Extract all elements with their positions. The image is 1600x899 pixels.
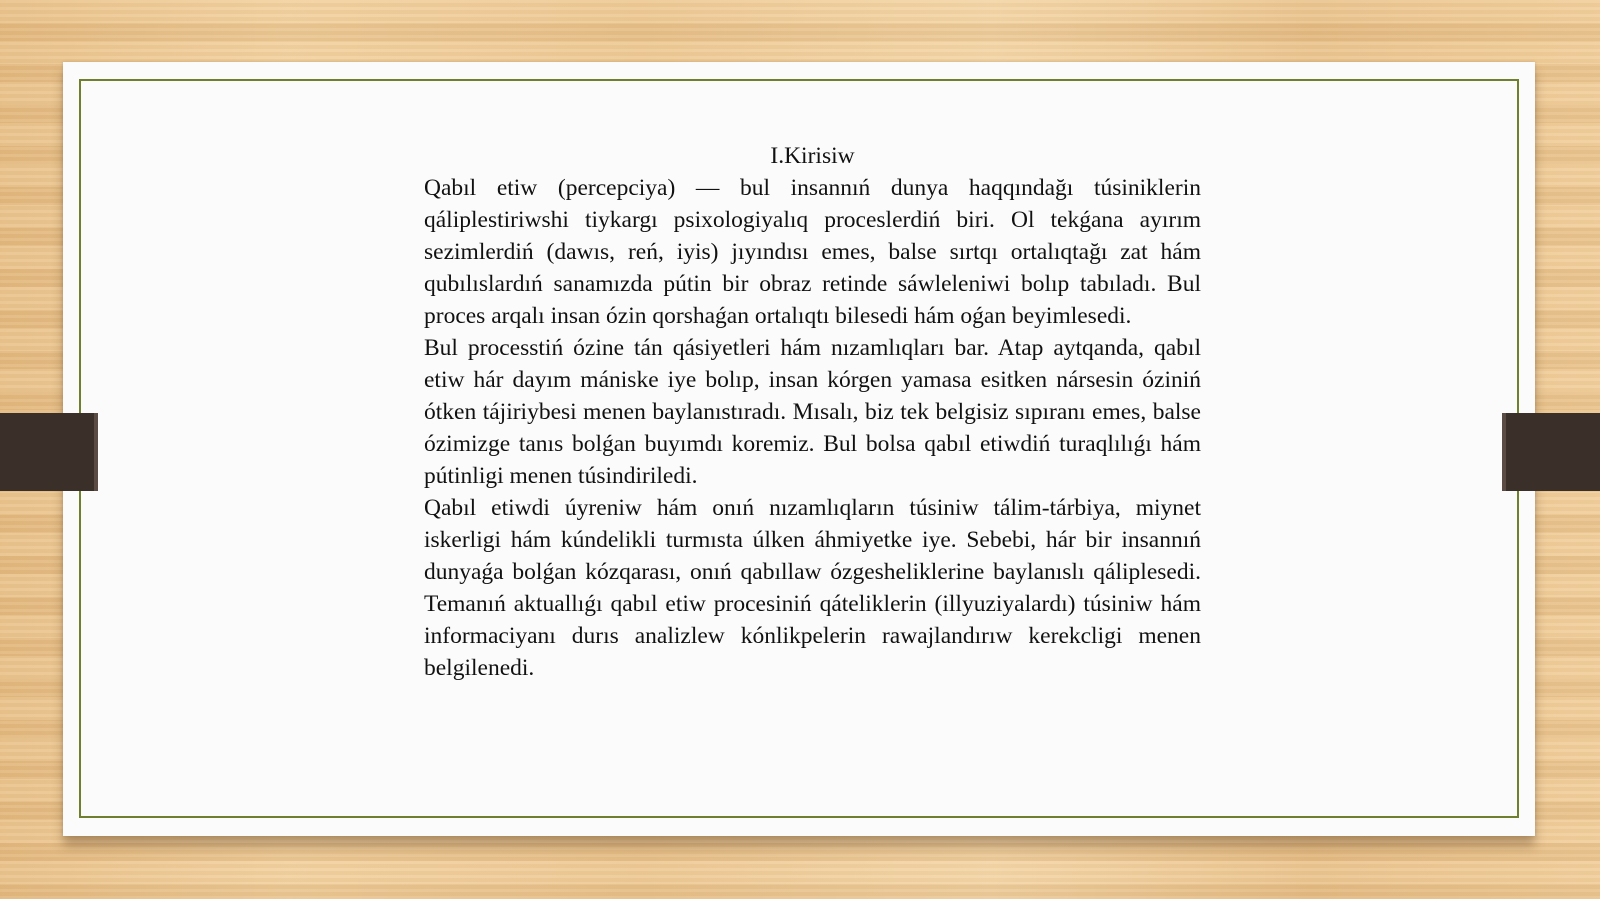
left-side-tab — [0, 413, 98, 491]
slide-title: I.Kirisiw — [770, 143, 855, 169]
slide-content — [424, 140, 1201, 684]
right-side-tab — [1502, 413, 1600, 491]
paragraph-3: Qabıl etiwdi úyreniw hám onıń nızamlıqların túsiniw tálim-tárbiya, miynet iskerligi hám kúndelikli turmısta úlken áhmiyetke iye. Sebebi, hár bir insannıń dunyaǵa bolǵan kózqarası, onıń qabıllaw ózgesheliklerine baylanıslı qáliplesedi. Temanıń aktuallıǵı qabıl etiw procesiniń qáteliklerin (illyuziyalardı) túsiniw hám informaciyanı durıs analizlew kónlikpelerin rawajlandırıw kerekcligi menen belgilenedi. — [424, 495, 1201, 681]
paragraph-2: Bul processtiń ózine tán qásiyetleri hám nızamlıqları bar. Atap aytqanda, qabıl etiw hár dayım mániske iye bolıp, insan kórgen yamasa esitken nársesin óziniń ótken tájiriybesi menen baylanıstıradı. Mısalı, biz tek belgisiz sıpıranı emes, balse ózimizge tanıs bolǵan buyımdı koremiz. Bul bolsa qabıl etiwdiń turaqlılıǵı hám pútinligi menen túsindiriledi. — [424, 335, 1201, 489]
paragraph-1: Qabıl etiw (percepciya) — bul insannıń dunya haqqındağı túsiniklerin qáliplestiriwshi tiykargı psixologiyalıq proceslerdiń biri. Ol tekǵana ayırım sezimlerdiń (dawıs, reń, iyis) jıyındısı emes, balse sırtqı ortalıqtağı zat hám qubılıslardıń sanamızda pútin bir obraz retinde sáwleleniwi bolıp tabıladı. Bul proces arqalı insan ózin qorshaǵan ortalıqtı bilesedi hám oǵan beyimlesedi. — [424, 175, 1201, 329]
